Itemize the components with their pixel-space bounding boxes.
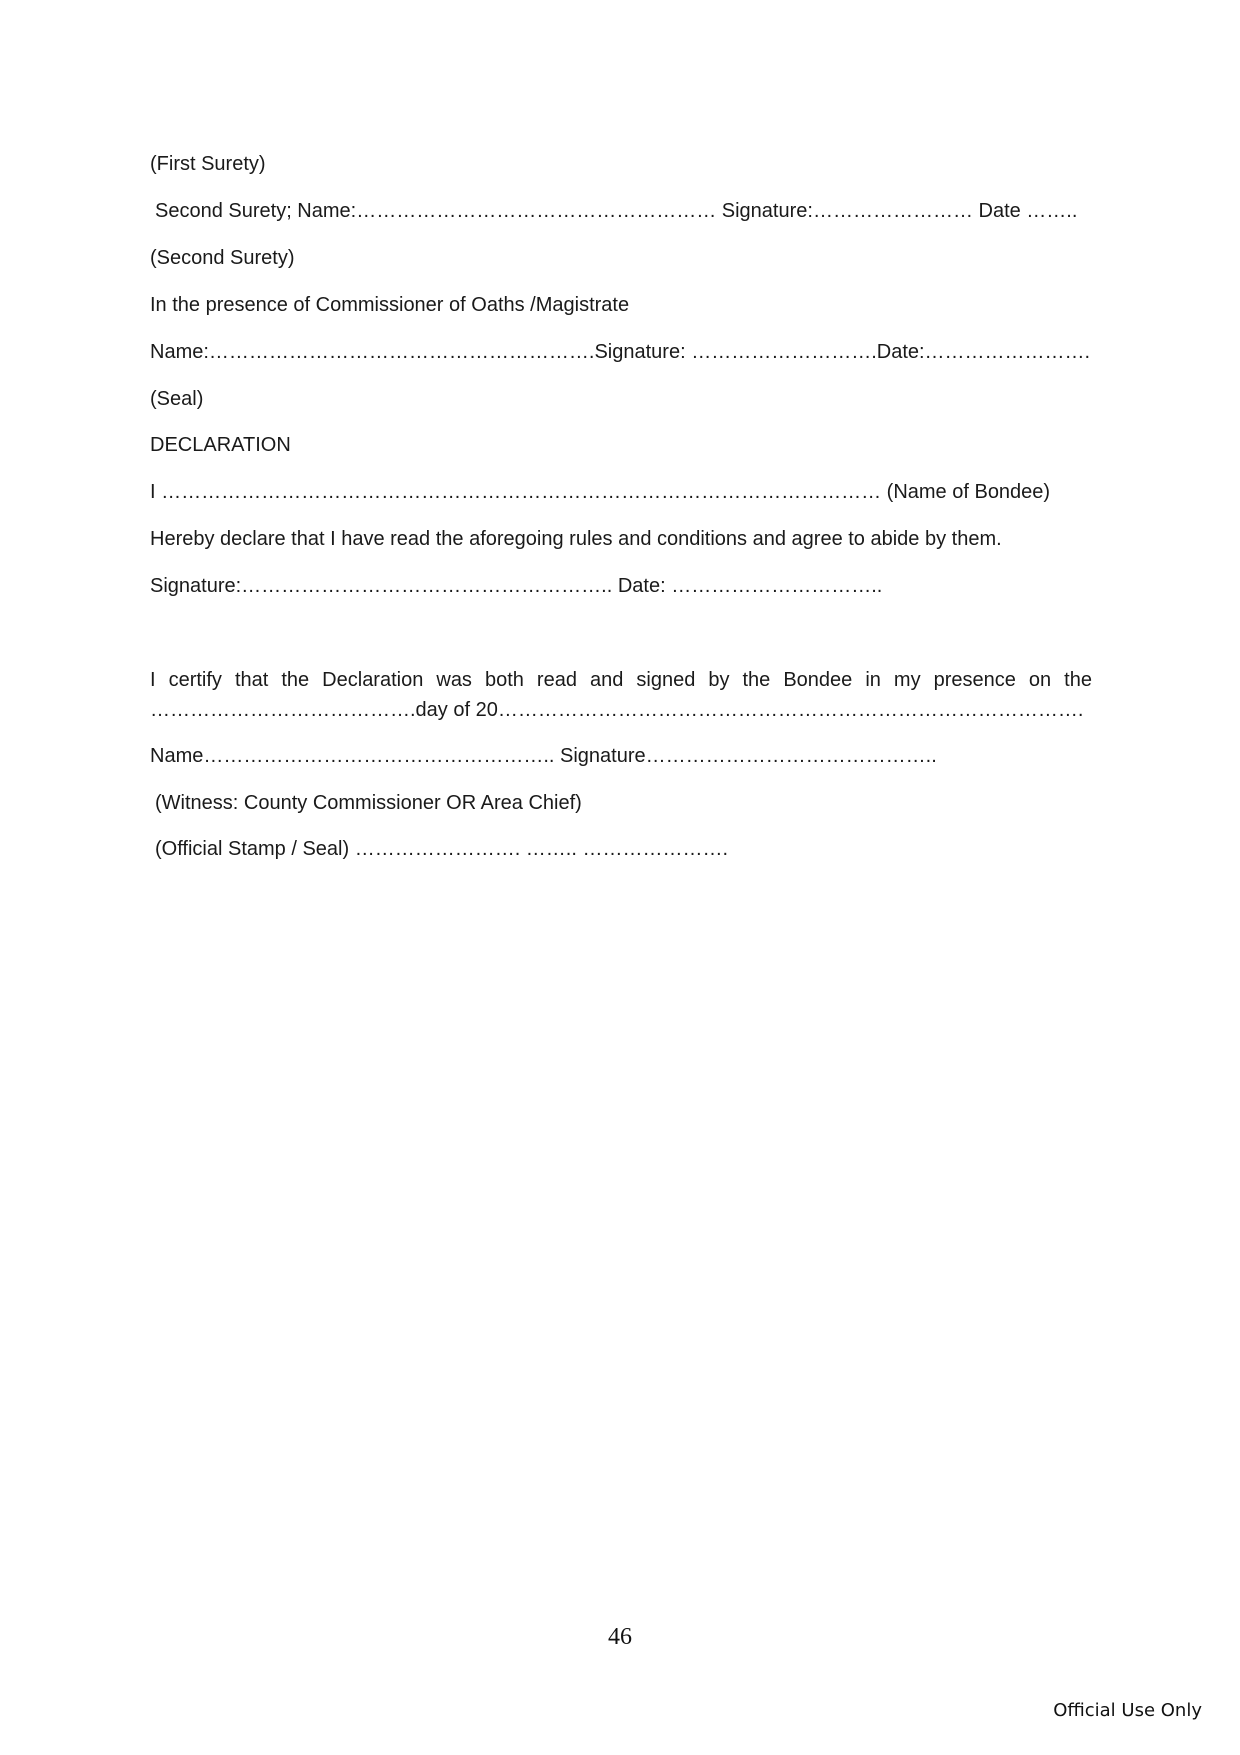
bondee-signature-line: Signature:……………………………………………….. Date: ………………………….. — [150, 575, 883, 597]
second-surety-label: (Second Surety) — [150, 247, 295, 269]
seal-label: (Seal) — [150, 388, 204, 410]
second-surety-signature-line: Second Surety; Name:……………………………………………… Signature:…………………… Date …….. — [155, 200, 1078, 222]
page-number: 46 — [608, 1624, 632, 1650]
witness-role-label: (Witness: County Commissioner OR Area Chief) — [155, 792, 582, 814]
declaration-statement: Hereby declare that I have read the aforegoing rules and conditions and agree to abide by them. — [150, 528, 1002, 550]
official-stamp-line: (Official Stamp / Seal) ……………………. …….. …………………. — [155, 838, 729, 860]
witness-signature-line: Name…………………………………………….. Signature…………………………………….. — [150, 745, 937, 767]
certification-paragraph: I certify that the Declaration was both read and signed by the Bondee in my presence on the ………………………………….day of 20……………………………………………………………………………. — [150, 669, 1092, 721]
declaration-heading: DECLARATION — [150, 434, 291, 456]
first-surety-label: (First Surety) — [150, 153, 266, 175]
bondee-name-line: I ……………………………………………………………………………………………… (Name of Bondee) — [150, 481, 1051, 503]
commissioner-signature-line: Name:………………………………………………….Signature: ……………………….Date:……………………. — [150, 341, 1091, 363]
classification-label: Official Use Only — [1053, 1700, 1202, 1721]
commissioner-presence-text: In the presence of Commissioner of Oaths /Magistrate — [150, 294, 630, 316]
